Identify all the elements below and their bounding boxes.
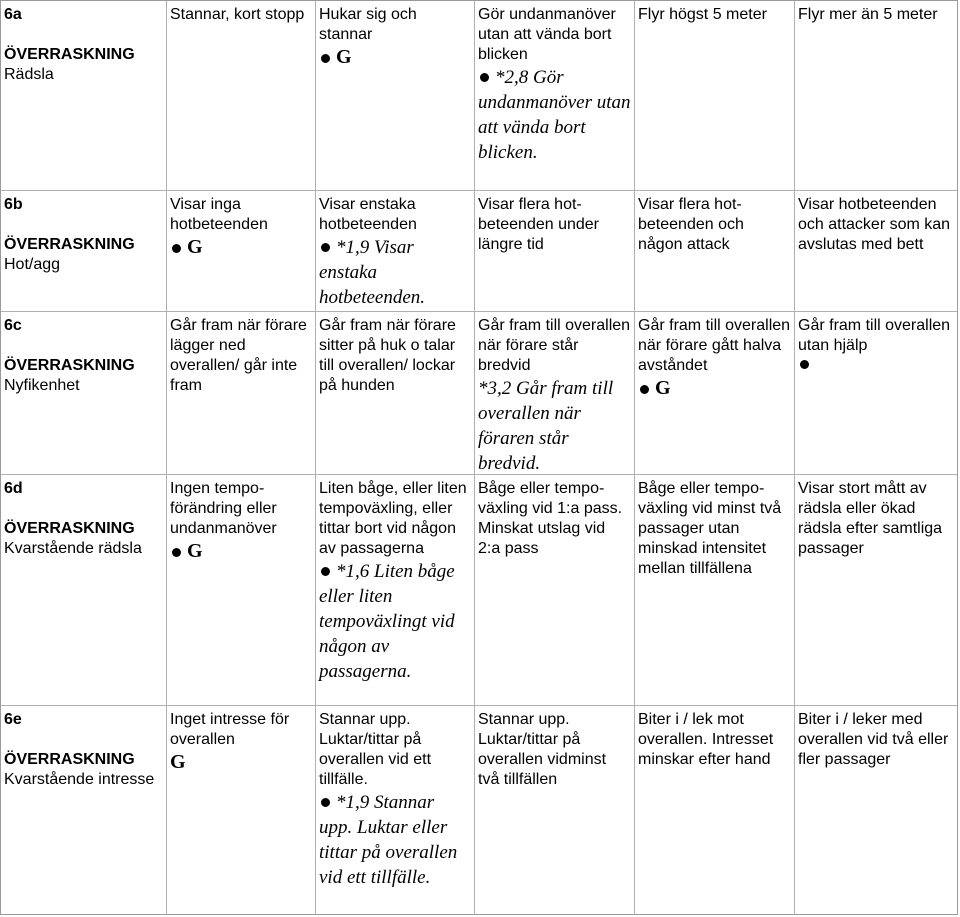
g-marker: G bbox=[170, 240, 203, 257]
row-6b-col4 bbox=[635, 191, 795, 312]
row-6c-col1 bbox=[167, 312, 316, 475]
cell-text: Visar enstaka hotbeteenden bbox=[319, 196, 417, 233]
cell-text: Visar hotbeteenden och attacker som kan avslutas med bett bbox=[798, 196, 951, 253]
row-tag: ÖVERRASKNING bbox=[4, 46, 135, 63]
cell-text: Biter i / leker med overallen vid två eller fler passager bbox=[798, 711, 949, 768]
header-text: Flyr högst 5 meter bbox=[638, 6, 767, 23]
row-name: Nyfikenhet bbox=[4, 377, 80, 394]
cell-note: *1,9 Stannar upp. Luktar eller tittar på overallen vid ett tillfälle. bbox=[319, 792, 458, 888]
bullet-icon bbox=[172, 244, 181, 253]
row-name: Hot/agg bbox=[4, 256, 61, 273]
row-id: 6d bbox=[4, 480, 23, 497]
row-id: 6a bbox=[4, 6, 22, 23]
bullet-icon bbox=[480, 73, 489, 82]
g-marker: G bbox=[319, 50, 352, 67]
cell-text: Liten båge, eller liten tempoväxling, eller tittar bort vid någon av passagerna bbox=[319, 480, 467, 557]
cell-note: *1,9 Visar enstaka hotbeteenden. bbox=[319, 237, 426, 308]
cell-text: Visar flera hot-beteenden och någon attack bbox=[638, 196, 744, 253]
row-6a-col3 bbox=[475, 1, 635, 191]
bullet-icon bbox=[800, 360, 809, 369]
row-6d-col2 bbox=[316, 475, 475, 706]
row-6a-col4 bbox=[635, 1, 795, 191]
g-marker: G bbox=[170, 751, 186, 773]
row-name: Rädsla bbox=[4, 66, 54, 83]
row-name: Kvarstående intresse bbox=[4, 771, 155, 788]
row-6d-col4 bbox=[635, 475, 795, 706]
row-id: 6b bbox=[4, 196, 23, 213]
cell-text: Går fram till overallen när förare står bredvid bbox=[478, 317, 631, 374]
cell-text: Går fram när förare lägger ned overallen/ går inte fram bbox=[170, 317, 307, 394]
row-6d-label-cell bbox=[1, 475, 167, 706]
row-6e-label-cell bbox=[1, 706, 167, 914]
cell-text: Stannar upp. Luktar/tittar på overallen vidminst två tillfällen bbox=[478, 711, 607, 788]
cell-note: *3,2 Går fram till overallen när föraren står bredvid. bbox=[478, 378, 614, 474]
row-tag: ÖVERRASKNING bbox=[4, 357, 135, 374]
cell-text: Visar flera hot-beteenden under längre tid bbox=[478, 196, 599, 253]
bullet-icon bbox=[640, 385, 649, 394]
g-marker: G bbox=[170, 544, 203, 561]
cell-text: Stannar, kort stopp bbox=[170, 6, 305, 23]
row-6c-col2 bbox=[316, 312, 475, 475]
row-6b-label-cell bbox=[1, 191, 167, 312]
bullet-icon bbox=[321, 243, 330, 252]
cell-text: Inget intresse för overallen bbox=[170, 711, 290, 748]
row-6c-col4 bbox=[635, 312, 795, 475]
bullet-icon bbox=[321, 798, 330, 807]
row-id: 6c bbox=[4, 317, 22, 334]
cell-note: *1,6 Liten båge eller liten tempoväxlingt vid någon av passagerna. bbox=[319, 561, 455, 682]
row-id: 6e bbox=[4, 711, 22, 728]
cell-text: Ingen tempo-förändring eller undanmanöver bbox=[170, 480, 277, 537]
row-6e-col4 bbox=[635, 706, 795, 914]
cell-text: Går fram när förare sitter på huk o talar till overallen/ lockar på hunden bbox=[319, 317, 456, 394]
row-6b-col2 bbox=[316, 191, 475, 312]
cell-text: Stannar upp. Luktar/tittar på overallen vid ett tillfälle. bbox=[319, 711, 432, 788]
row-6b-col3 bbox=[475, 191, 635, 312]
row-6d-col5 bbox=[795, 475, 957, 706]
row-6d-col3 bbox=[475, 475, 635, 706]
row-6b-col5 bbox=[795, 191, 957, 312]
row-tag: ÖVERRASKNING bbox=[4, 520, 135, 537]
cell-text: Hukar sig och stannar bbox=[319, 6, 417, 43]
header-text: Flyr mer än 5 meter bbox=[798, 6, 938, 23]
bullet-icon bbox=[321, 54, 330, 63]
row-6e-col5 bbox=[795, 706, 957, 914]
row-tag: ÖVERRASKNING bbox=[4, 751, 135, 768]
cell-text: Visar stort mått av rädsla eller ökad rädsla efter samtliga passager bbox=[798, 480, 943, 557]
cell-text: Båge eller tempo-växling vid minst två passager utan minskad intensitet mellan tillfällena bbox=[638, 480, 782, 577]
row-name: Kvarstående rädsla bbox=[4, 540, 142, 557]
row-6e-col3 bbox=[475, 706, 635, 914]
cell-text: Går fram till overallen när förare gått halva avståndet bbox=[638, 317, 791, 374]
cell-text: Visar inga hotbeteenden bbox=[170, 196, 268, 233]
row-6d-col1 bbox=[167, 475, 316, 706]
cell-text: Biter i / lek mot overallen. Intresset minskar efter hand bbox=[638, 711, 774, 768]
row-6c-col5 bbox=[795, 312, 957, 475]
bullet-icon bbox=[172, 548, 181, 557]
row-tag: ÖVERRASKNING bbox=[4, 236, 135, 253]
row-6e-col1 bbox=[167, 706, 316, 914]
row-6b-col1 bbox=[167, 191, 316, 312]
cell-text: Går fram till overallen utan hjälp bbox=[798, 317, 951, 354]
row-6a-col2 bbox=[316, 1, 475, 191]
bullet-icon bbox=[321, 567, 330, 576]
cell-note: *2,8 Gör undanmanöver utan att vända bort blicken. bbox=[478, 67, 631, 163]
row-6c-label-cell bbox=[1, 312, 167, 475]
row-6a-label-cell bbox=[1, 1, 167, 191]
g-marker: G bbox=[638, 381, 671, 398]
row-6a-col1 bbox=[167, 1, 316, 191]
cell-text: Båge eller tempo-växling vid 1:a pass. Minskat utslag vid 2:a pass bbox=[478, 480, 623, 557]
header-text: Gör undanmanöver utan att vända bort blicken bbox=[478, 6, 616, 63]
row-6a-col5 bbox=[795, 1, 957, 191]
row-6c-col3 bbox=[475, 312, 635, 475]
row-6e-col2 bbox=[316, 706, 475, 914]
